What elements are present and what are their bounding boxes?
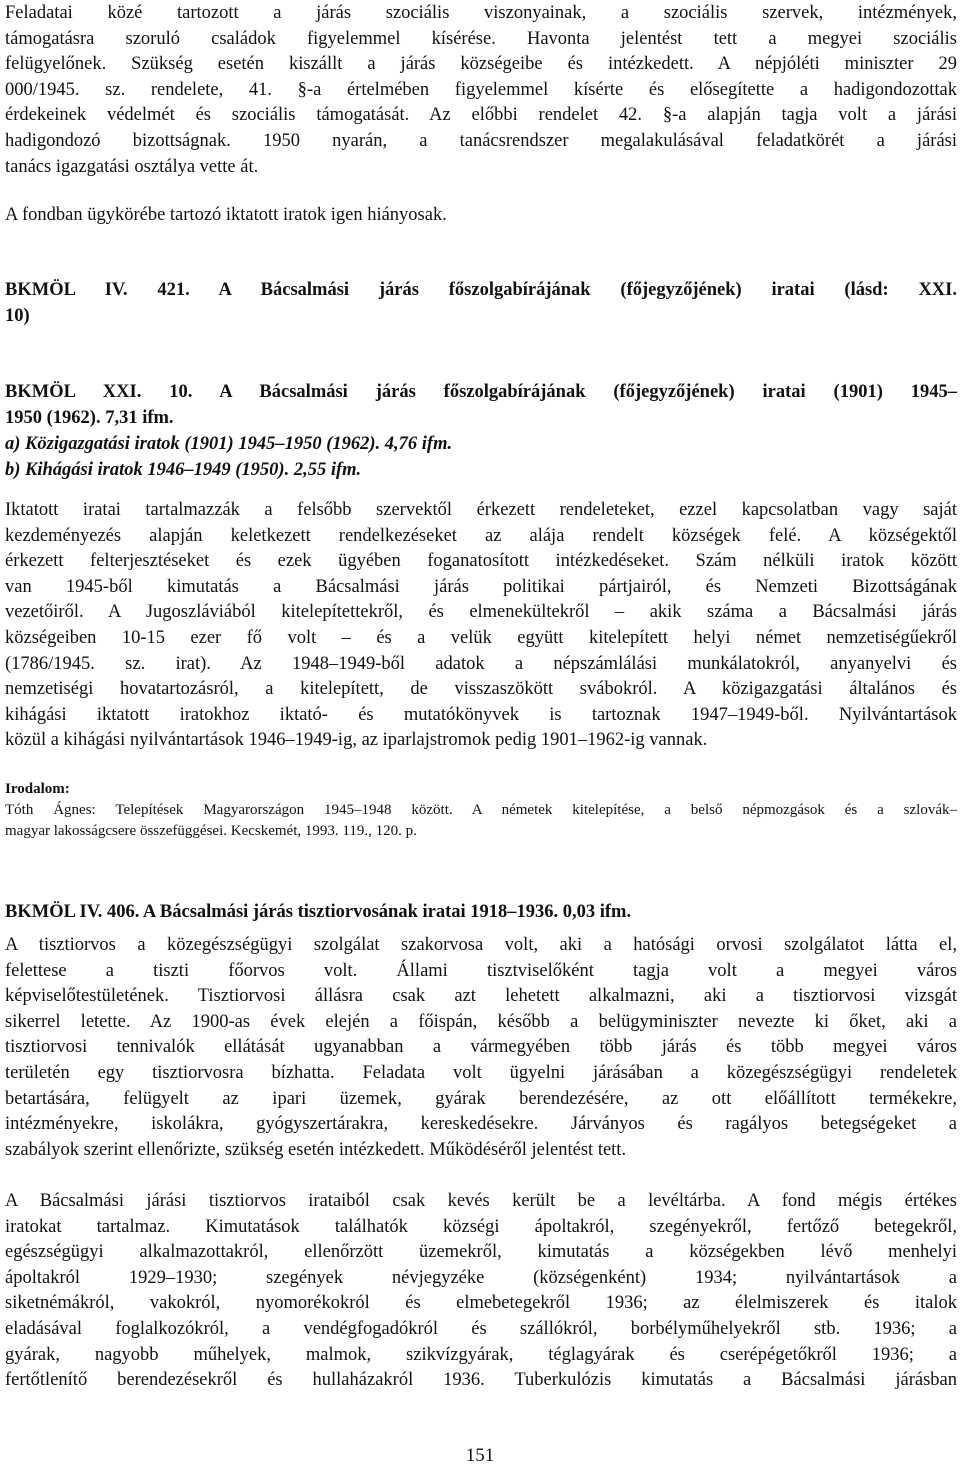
- text-line: gyárak, nagyobb műhelyek, malmok, szikvízgyárak, téglagyárak és cserépégetőkről 1936; a: [5, 1344, 957, 1365]
- text-line: siketnémákról, vakokról, nyomorékokról és elmebetegekről 1936; az élelmiszerek és italok: [5, 1293, 957, 1314]
- section-heading-iv421: [5, 278, 957, 329]
- text-line: 000/1945. sz. rendelete, 41. §-a értelmében figyelemmel kísérte és elősegítette a hadigondozottak: [5, 79, 957, 100]
- text-line: nemzetiségi hovatartozásról, a kitelepített, de visszaszökött svábokról. A közigazgatási általános és: [5, 679, 957, 700]
- text-line: (1786/1945. sz. irat). Az 1948–1949-ből adatok a népszámlálási munkálatokról, anyanyelvi és: [5, 653, 957, 674]
- text-line: közül a kihágási nyilvántartások 1946–1949-ig, az iparlajstromok pedig 1901–1962-ig vannak.: [5, 730, 708, 751]
- text-line: kihágási iktatott iratokhoz iktató- és mutatókönyvek is tartoznak 1947–1949-ből. Nyilvántartások: [5, 704, 957, 725]
- section-heading-xxi10: [5, 380, 957, 431]
- intro-paragraph: [5, 1, 957, 180]
- text-line: képviselőtestületének. Tisztiorvosi állásra csak azt lehetett alkalmazni, aki a tisztiorvosi vizsgát: [5, 986, 957, 1007]
- text-line: támogatásra szoruló családok figyelemmel kísérése. Havonta jelentést tett a megyei szociális: [5, 28, 957, 49]
- section-heading-iv406: [5, 900, 957, 926]
- text-line: felettese a tiszti főorvos volt. Állami tisztviselőként tagja volt a megyei város: [5, 960, 957, 981]
- heading-line: BKMÖL IV. 421. A Bácsalmási járás főszolgabírájának (főjegyzőjének) iratai (lásd: XXI.: [5, 280, 957, 300]
- page-number: 151: [465, 1445, 495, 1466]
- text-line: Iktatott iratai tartalmazzák a felsőbb szervektől érkezett rendeleteket, ezzel kapcsolatban vagy saját: [5, 500, 957, 520]
- text-line: kezdeményezés alapján keletkezett rendelkezéseket az alája rendelt községek felé. A községektől: [5, 525, 957, 546]
- text-line: felügyelőnek. Szükség esetén kiszállt a járás községeibe és intézkedett. A népjóléti miniszter 29: [5, 54, 957, 75]
- text-line: eladásával foglalkozókról, a vendégfogadókról és szállókról, borbélyműhelyekről stb. 1936; a: [5, 1318, 957, 1339]
- text-line: sikerrel letette. Az 1900-as évek elején a főispán, később a belügyminiszter nevezte ki őket, aki a: [5, 1011, 957, 1032]
- text-line: érkezett felterjesztéseket és ezek ügyében foganatosított intézkedéseket. Szám nélküli iratok között: [5, 551, 957, 572]
- text-line: tanács igazgatási osztálya vette át.: [5, 156, 259, 177]
- text-line: van 1945-ből kimutatás a Bácsalmási járás politikai pártjairól, és Nemzeti Bizottságának: [5, 576, 957, 597]
- text-line: vezetőiről. A Jugoszláviából kitelepítettekről, és elmenekültekről – akik száma a Bácsalmási járás: [5, 602, 957, 623]
- text-line: magyar lakosságcsere összefüggései. Kecskemét, 1993. 119., 120. p.: [5, 823, 417, 839]
- text-line: fertőtlenítő berendezésekről és hullaházakról 1936. Tuberkulózis kimutatás a Bácsalmási járásban: [5, 1370, 957, 1391]
- text-line: A fondban ügykörébe tartozó iktatott iratok igen hiányosak.: [5, 205, 447, 225]
- heading-line: 1950 (1962). 7,31 ifm.: [5, 407, 174, 428]
- text-line: Feladatai közé tartozott a járás szociális viszonyainak, a szociális szervek, intézmények,: [5, 3, 957, 23]
- literature-heading-text: Irodalom:: [5, 781, 70, 797]
- text-line: Tóth Ágnes: Telepítések Magyarországon 1945–1948 között. A németek kitelepítése, a belső népmozgások és a szlovák–: [5, 802, 957, 818]
- text-line: ápoltakról 1929–1930; szegények névjegyzéke (községenként) 1934; nyilvántartások a: [5, 1267, 957, 1288]
- text-line: A tisztiorvos a közegészségügyi szolgálat szakorvosa volt, aki a hatósági orvosi szolgálatot látta el,: [5, 935, 957, 955]
- text-line: szabályok szerint ellenőrizte, szükség esetén intézkedett. Működéséről jelentést tett.: [5, 1139, 627, 1160]
- text-line: tisztiorvosi tennivalók ellátását ugyanabban a vármegyében több járás és több megyei város: [5, 1037, 957, 1058]
- text-line: intézményekre, iskolákra, gyógyszertárakra, kereskedésekre. Járványos és ragályos betegségeket a: [5, 1114, 957, 1135]
- xxi10-body-paragraph: [5, 498, 957, 754]
- subseries-list: [5, 432, 957, 483]
- text-line: hadigondozó bizottságnak. 1950 nyarán, a tanácsrendszer megalakulásával feladatkörét a járási: [5, 130, 957, 151]
- text-line: A Bácsalmási járási tisztiorvos irataiból csak kevés került be a levéltárba. A fond mégis értékes: [5, 1191, 957, 1211]
- iv406-paragraph-1: [5, 933, 957, 1163]
- heading-line: 10): [5, 305, 30, 326]
- intro-note: [5, 203, 957, 229]
- literature-heading: [5, 779, 957, 800]
- text-line: betartására, felügyelt az ipari üzemek, gyárak berendezésére, az ott előállított termékekre,: [5, 1088, 957, 1109]
- literature-reference: [5, 800, 957, 842]
- text-line: községeiben 10-15 ezer fő volt – és a velük együtt kitelepített helyi német nemzetiségűekről: [5, 627, 957, 648]
- heading-line: BKMÖL IV. 406. A Bácsalmási járás tisztiorvosának iratai 1918–1936. 0,03 ifm.: [5, 902, 632, 922]
- heading-line: BKMÖL XXI. 10. A Bácsalmási járás főszolgabírájának (főjegyzőjének) iratai (1901) 1945–: [5, 382, 957, 402]
- text-line: területén egy tisztiorvosra bízhatta. Feladata volt ügyelni járásában a közegészségügyi rendeletek: [5, 1062, 957, 1083]
- subseries-a: a) Közigazgatási iratok (1901) 1945–1950 (1962). 4,76 ifm.: [5, 434, 453, 454]
- text-line: érdekeinek védelmét és szociális támogatását. Az előbbi rendelet 42. §-a alapján tagja volt a járási: [5, 105, 957, 126]
- text-line: iratokat tartalmaz. Kimutatások találhatók községi ápoltakról, szegényekről, fertőző betegekről,: [5, 1216, 957, 1237]
- text-line: egészségügyi alkalmazottakról, ellenőrzött üzemekről, kimutatás a községekben lévő menhelyi: [5, 1242, 957, 1263]
- subseries-b: b) Kihágási iratok 1946–1949 (1950). 2,55 ifm.: [5, 459, 362, 480]
- iv406-paragraph-2: [5, 1189, 957, 1394]
